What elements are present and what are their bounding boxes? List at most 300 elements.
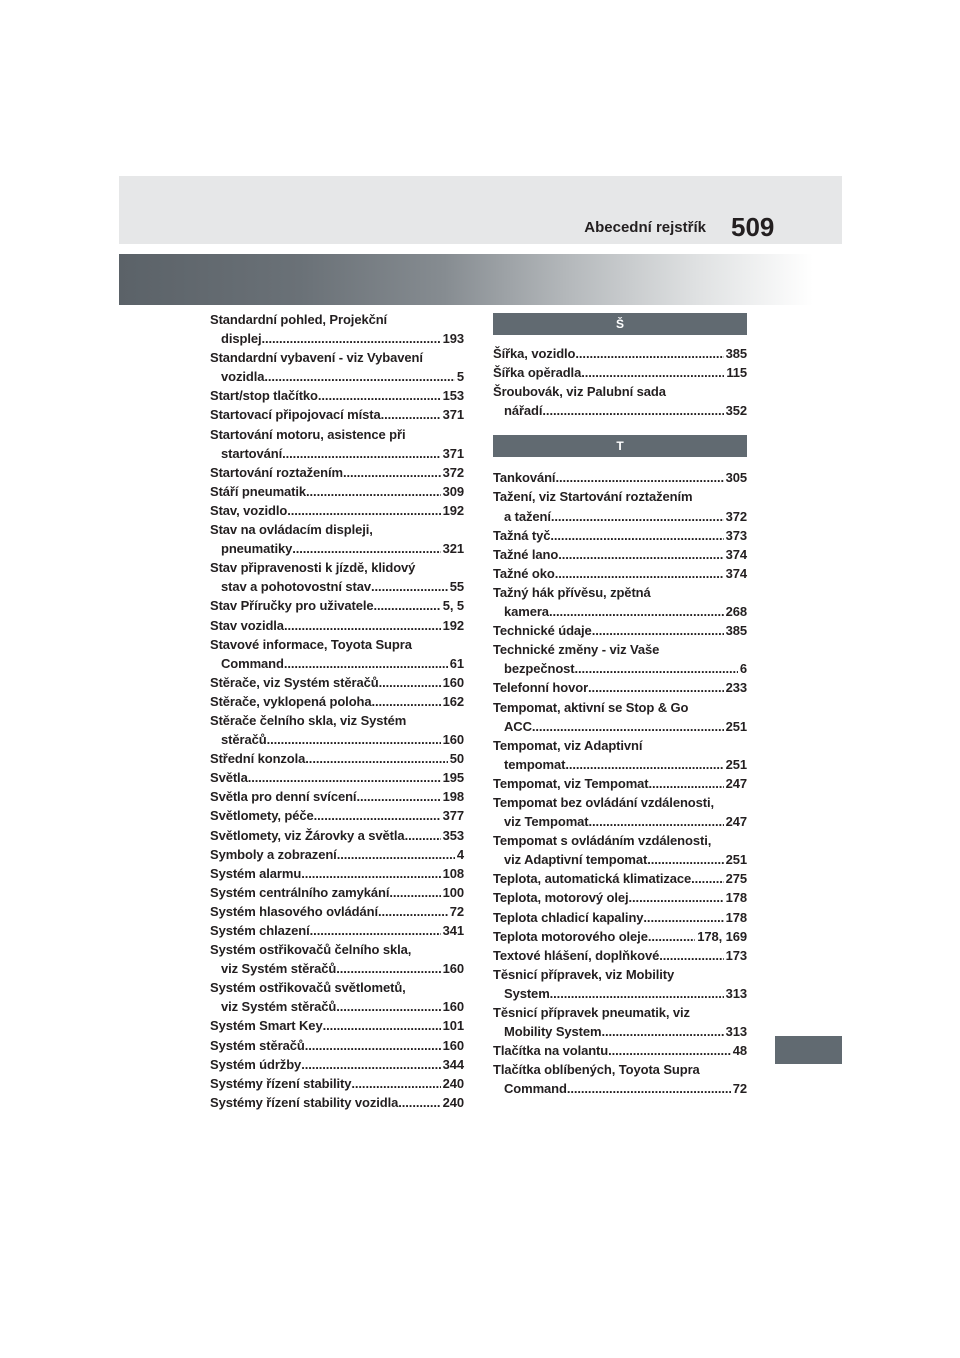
index-entry (210, 673, 464, 692)
dot-leader (284, 616, 441, 635)
index-page-ref: 55 (449, 579, 464, 595)
index-entry-line (493, 583, 747, 602)
index-entry (210, 902, 464, 921)
index-entry-line (210, 367, 464, 386)
dot-leader (373, 596, 440, 615)
index-entry-line (210, 329, 464, 348)
index-entry-line (493, 468, 747, 487)
dot-leader (550, 984, 724, 1003)
dot-leader (381, 405, 441, 424)
index-entry-line (210, 902, 464, 921)
index-term: Systém údržby (210, 1056, 302, 1072)
index-entry-line (210, 616, 464, 635)
index-term: viz Systém stěračů (221, 999, 337, 1015)
index-term: Systémy řízení stability (210, 1075, 352, 1091)
index-entry (210, 940, 464, 978)
index-page-ref: 48 (732, 1043, 747, 1059)
index-term: bezpečnost (504, 661, 575, 677)
index-page-ref: 305 (725, 470, 747, 486)
index-page-ref: 192 (442, 617, 464, 633)
index-entry-line (210, 673, 464, 692)
index-term: System (504, 985, 550, 1001)
dot-leader (608, 1041, 731, 1060)
index-term: Stěrače, viz Systém stěračů (210, 674, 379, 690)
index-page-ref: 5 (456, 369, 464, 385)
index-entry (493, 888, 747, 907)
index-entry (493, 1003, 747, 1041)
index-term: Mobility System (504, 1024, 602, 1040)
index-section-t (493, 468, 747, 1098)
dot-leader (336, 997, 440, 1016)
index-page-ref: 247 (725, 775, 747, 791)
index-term: Tempomat, viz Tempomat (493, 775, 649, 791)
index-page-ref: 353 (442, 827, 464, 843)
dot-leader (389, 883, 440, 902)
index-entry-line (210, 768, 464, 787)
index-entry (210, 864, 464, 883)
index-page-ref: 5, 5 (442, 598, 464, 614)
letter-header-s-caron: Š (493, 313, 747, 335)
index-term: Technické údaje (493, 623, 592, 639)
index-term: a tažení (504, 508, 551, 524)
dot-leader (558, 545, 723, 564)
index-entry-line (493, 344, 747, 363)
index-term: Systém ostřikovačů světlometů, (210, 980, 406, 996)
dot-leader (659, 946, 723, 965)
index-entry (493, 363, 747, 382)
index-entry (210, 1074, 464, 1093)
index-term: Stav Příručky pro uživatele (210, 598, 374, 614)
index-term: Standardní vybavení - viz Vybavení (210, 350, 423, 366)
index-entry-line (493, 793, 747, 812)
index-page-ref: 233 (725, 680, 747, 696)
index-term: Technické změny - viz Vaše (493, 642, 660, 658)
dot-leader (555, 564, 724, 583)
index-entry-line (210, 348, 464, 367)
letter-header-t: T (493, 435, 747, 457)
index-entry (493, 774, 747, 793)
index-term: Systém ostřikovačů čelního skla, (210, 942, 412, 958)
index-entry (210, 520, 464, 558)
index-entry-line (493, 755, 747, 774)
index-entry (210, 1055, 464, 1074)
index-entry-line (210, 654, 464, 673)
dot-leader (343, 463, 441, 482)
index-entry (210, 826, 464, 845)
dot-leader (292, 539, 440, 558)
index-page-ref: 385 (725, 346, 747, 361)
index-term: Teplota, automatická klimatizace (493, 871, 692, 887)
index-term: Startování roztažením (210, 464, 343, 480)
index-entry-line (493, 564, 747, 583)
dot-leader (629, 888, 724, 907)
index-term: Těsnicí přípravek pneumatik, viz (493, 1005, 690, 1020)
index-term: Systém chlazení (210, 923, 310, 938)
index-term: Šroubovák, viz Palubní sada (493, 384, 666, 400)
index-entry-line (210, 883, 464, 902)
index-page-ref: 198 (442, 789, 464, 805)
index-page-ref: 108 (442, 865, 464, 881)
index-entry-line (210, 539, 464, 558)
dot-leader (532, 717, 724, 736)
index-term: Startovací připojovací místa (210, 407, 381, 423)
index-term: Tlačítka oblíbených, Toyota Supra (493, 1062, 700, 1078)
index-entry (210, 348, 464, 386)
dot-leader (372, 692, 441, 711)
index-entry-line (210, 1036, 464, 1055)
index-term: Start/stop tlačítko (210, 388, 318, 404)
index-entry (493, 583, 747, 621)
index-entry (210, 482, 464, 501)
index-page-ref: 115 (726, 365, 747, 381)
index-page-ref: 373 (725, 527, 747, 543)
index-entry-line (210, 959, 464, 978)
index-page-ref: 178 (725, 909, 747, 925)
dot-leader (581, 363, 724, 382)
index-entry-line (493, 487, 747, 506)
index-entry (210, 501, 464, 520)
index-page-ref: 6 (739, 661, 747, 677)
index-entry (210, 616, 464, 635)
index-page-ref: 4 (456, 846, 464, 862)
dot-leader (336, 959, 440, 978)
index-term: Tažení, viz Startování roztažením (493, 489, 693, 505)
index-term: Tlačítka na volantu (493, 1043, 609, 1059)
index-term: Tempomat bez ovládání vzdálenosti, (493, 794, 715, 810)
index-term: Textové hlášení, doplňkové (493, 947, 660, 963)
index-entry-line (210, 310, 464, 329)
index-entry (493, 793, 747, 831)
index-term: Command (504, 1081, 567, 1097)
index-entry-line (493, 1060, 747, 1079)
index-page-ref: 321 (442, 541, 464, 557)
index-page-ref: 100 (442, 884, 464, 900)
dot-leader (549, 602, 724, 621)
index-term: Standardní pohled, Projekční (210, 312, 388, 327)
index-term: Stav připravenosti k jízdě, klidový (210, 560, 416, 576)
index-entry (493, 1041, 747, 1060)
index-term: Systém hlasového ovládání (210, 903, 379, 919)
index-term: Stěrače, vyklopená poloha (210, 693, 372, 709)
index-entry (493, 344, 747, 363)
index-page-ref: 192 (442, 502, 464, 518)
index-entry (210, 1036, 464, 1055)
dot-leader (264, 367, 454, 386)
index-entry-line (493, 850, 747, 869)
index-entry-line (493, 1003, 747, 1022)
index-entry-line (493, 659, 747, 678)
index-entry-line (210, 806, 464, 825)
index-term: stav a pohotovostní stav (221, 579, 372, 595)
index-entry-line (493, 908, 747, 927)
index-page-ref: 160 (442, 1037, 464, 1053)
index-entry-line (210, 978, 464, 997)
index-entry-line (493, 946, 747, 965)
index-entry (493, 946, 747, 965)
index-entry-line (493, 621, 747, 640)
index-entry (210, 425, 464, 463)
index-entry-line (210, 1055, 464, 1074)
index-page-ref: 372 (725, 508, 747, 524)
dot-leader (398, 1093, 440, 1112)
index-entry (210, 978, 464, 1016)
index-entry-line (493, 678, 747, 697)
index-column-left (210, 310, 464, 1112)
index-term: Tankování (493, 470, 556, 486)
index-entry (210, 1093, 464, 1112)
dot-leader (648, 927, 695, 946)
index-page-ref: 195 (442, 770, 464, 786)
index-term: Tažný hák přívěsu, zpětná (493, 584, 651, 600)
index-term: Teplota chladicí kapaliny (493, 909, 644, 925)
dot-leader (550, 526, 723, 545)
index-entry (493, 927, 747, 946)
index-entry (493, 564, 747, 583)
index-page-ref: 385 (725, 623, 747, 639)
index-entry-line (210, 501, 464, 520)
index-term: viz Systém stěračů (221, 961, 337, 977)
index-entry (210, 787, 464, 806)
index-entry (493, 545, 747, 564)
index-term: Tempomat, aktivní se Stop & Go (493, 699, 689, 715)
index-term: vozidla (221, 369, 265, 385)
index-entry (493, 869, 747, 888)
index-term: kamera (504, 604, 549, 620)
index-entry-line (210, 520, 464, 539)
dot-leader (356, 787, 440, 806)
index-term: Tempomat s ovládáním vzdálenosti, (493, 833, 712, 849)
dot-leader (261, 329, 440, 348)
index-term: Startování motoru, asistence při (210, 426, 406, 442)
dot-leader (691, 869, 723, 888)
index-entry-line (210, 787, 464, 806)
index-page-ref: 251 (725, 852, 747, 868)
dot-leader (542, 401, 723, 420)
index-entry (493, 908, 747, 927)
index-entry-line (493, 869, 747, 888)
index-entry-line (210, 845, 464, 864)
index-entry (210, 692, 464, 711)
index-page-ref: 153 (442, 388, 464, 404)
index-page-ref: 371 (442, 407, 464, 423)
index-term: viz Tempomat (504, 814, 589, 830)
dot-leader (267, 730, 441, 749)
dot-leader (555, 468, 723, 487)
index-entry (210, 596, 464, 615)
dot-leader (284, 654, 448, 673)
dot-leader (323, 1016, 441, 1035)
index-entry (210, 845, 464, 864)
index-entry (210, 711, 464, 749)
index-entry (493, 698, 747, 736)
dot-leader (282, 444, 440, 463)
index-entry-line (493, 1041, 747, 1060)
index-entry-line (210, 635, 464, 654)
index-entry (493, 678, 747, 697)
index-term: stěračů (221, 732, 267, 748)
index-entry (493, 468, 747, 487)
index-entry-line (210, 864, 464, 883)
index-term: Tempomat, viz Adaptivní (493, 737, 643, 753)
index-term: Teplota motorového oleje (493, 928, 648, 944)
index-entry (493, 526, 747, 545)
index-term: Stáří pneumatik (210, 483, 307, 499)
index-entry-line (493, 382, 747, 401)
index-entry (210, 635, 464, 673)
index-term: Stav na ovládacím displeji, (210, 522, 373, 538)
index-page-ref: 268 (725, 604, 747, 620)
index-term: Těsnicí přípravek, viz Mobility (493, 966, 675, 982)
index-term: Systém centrálního zamykání (210, 884, 390, 900)
index-entry-line (210, 425, 464, 444)
index-page-ref: 160 (442, 732, 464, 748)
index-entry-line (210, 596, 464, 615)
index-term: Systémy řízení stability vozidla (210, 1094, 399, 1110)
index-entry (493, 736, 747, 774)
section-title: Abecední rejstřík (584, 219, 706, 236)
dot-leader (575, 344, 723, 363)
index-entry-line (210, 940, 464, 959)
index-term: Stěrače čelního skla, viz Systém (210, 712, 407, 728)
index-entry-line (210, 997, 464, 1016)
index-page-ref: 72 (732, 1081, 747, 1097)
dot-leader (306, 482, 441, 501)
dot-leader (589, 812, 724, 831)
index-entry-line (493, 888, 747, 907)
index-entry (210, 921, 464, 940)
index-entry-line (210, 730, 464, 749)
index-term: Telefonní hovor (493, 680, 589, 696)
dot-leader (318, 386, 441, 405)
index-entry (493, 640, 747, 678)
index-entry-line (210, 711, 464, 730)
dot-leader (379, 673, 441, 692)
dot-leader (405, 826, 441, 845)
index-entry (210, 405, 464, 424)
dot-leader (601, 1022, 723, 1041)
index-entry-line (493, 526, 747, 545)
index-entry (210, 558, 464, 596)
index-page-ref: 309 (442, 483, 464, 499)
index-entry-line (210, 405, 464, 424)
index-term: Světla (210, 770, 248, 786)
index-entry (493, 831, 747, 869)
index-term: Stav vozidla (210, 617, 284, 633)
index-entry-line (493, 401, 747, 420)
index-entry (210, 768, 464, 787)
index-section-s-caron (493, 344, 747, 420)
index-entry (493, 487, 747, 525)
index-entry-line (493, 1079, 747, 1098)
dot-leader (575, 659, 738, 678)
index-term: Tažná tyč (493, 527, 551, 543)
index-entry-line (493, 602, 747, 621)
index-term: Světlomety, péče (210, 808, 314, 824)
index-term: Systém Smart Key (210, 1018, 323, 1034)
index-term: Systém alarmu (210, 865, 302, 881)
index-page-ref: 50 (449, 751, 464, 767)
index-term: startování (221, 445, 283, 461)
index-page-ref: 344 (442, 1056, 464, 1072)
index-page-ref: 247 (725, 814, 747, 830)
index-term: ACC (504, 718, 532, 734)
dot-leader (287, 501, 440, 520)
index-term: pneumatiky (221, 541, 293, 557)
index-column-right (493, 313, 747, 1098)
index-page-ref: 313 (725, 1024, 747, 1040)
index-term: tempomat (504, 756, 566, 772)
index-entry (493, 382, 747, 420)
index-entry (210, 883, 464, 902)
page-number: 509 (731, 212, 775, 242)
dot-leader (301, 864, 440, 883)
dot-leader (371, 577, 448, 596)
index-entry-line (210, 826, 464, 845)
index-entry (210, 1016, 464, 1035)
dot-leader (649, 774, 724, 793)
index-term: Stav, vozidlo (210, 502, 288, 518)
index-page-ref: 352 (725, 403, 747, 419)
index-entry (493, 621, 747, 640)
index-entry-line (210, 749, 464, 768)
dot-leader (643, 908, 723, 927)
index-term: nářadí (504, 403, 543, 419)
index-term: Světlomety, viz Žárovky a světla (210, 827, 405, 843)
index-entry-line (210, 482, 464, 501)
index-entry-line (210, 444, 464, 463)
index-entry-line (210, 558, 464, 577)
index-entry-line (493, 774, 747, 793)
index-page-ref: 251 (725, 718, 747, 734)
index-entry-line (210, 1074, 464, 1093)
index-entry-line (210, 692, 464, 711)
index-entry-line (210, 1093, 464, 1112)
decorative-gradient-bar (119, 254, 842, 305)
index-entry (493, 1060, 747, 1098)
dot-leader (378, 902, 448, 921)
index-page-ref: 162 (442, 693, 464, 709)
index-entry-line (210, 921, 464, 940)
index-page-ref: 160 (442, 674, 464, 690)
index-page-ref: 160 (442, 961, 464, 977)
dot-leader (305, 1036, 441, 1055)
index-entry-line (493, 965, 747, 984)
index-term: Střední konzola (210, 751, 306, 767)
index-page-ref: 173 (725, 947, 747, 963)
index-entry-line (210, 463, 464, 482)
index-entry-line (493, 927, 747, 946)
index-page-ref: 251 (725, 756, 747, 772)
index-page-ref: 240 (442, 1075, 464, 1091)
dot-leader (305, 749, 447, 768)
index-entry (210, 749, 464, 768)
index-term: Tažné lano (493, 546, 559, 562)
index-entry-line (210, 577, 464, 596)
index-entry-line (493, 1022, 747, 1041)
dot-leader (551, 507, 724, 526)
index-entry-line (493, 717, 747, 736)
dot-leader (310, 921, 441, 940)
index-entry (210, 310, 464, 348)
dot-leader (351, 1074, 440, 1093)
index-page-ref: 374 (725, 546, 747, 562)
index-entry-line (493, 984, 747, 1003)
index-entry-line (493, 363, 747, 382)
index-term: Stavové informace, Toyota Supra (210, 636, 412, 652)
index-entry-line (493, 545, 747, 564)
index-term: Světla pro denní svícení (210, 789, 357, 805)
index-entry (210, 386, 464, 405)
